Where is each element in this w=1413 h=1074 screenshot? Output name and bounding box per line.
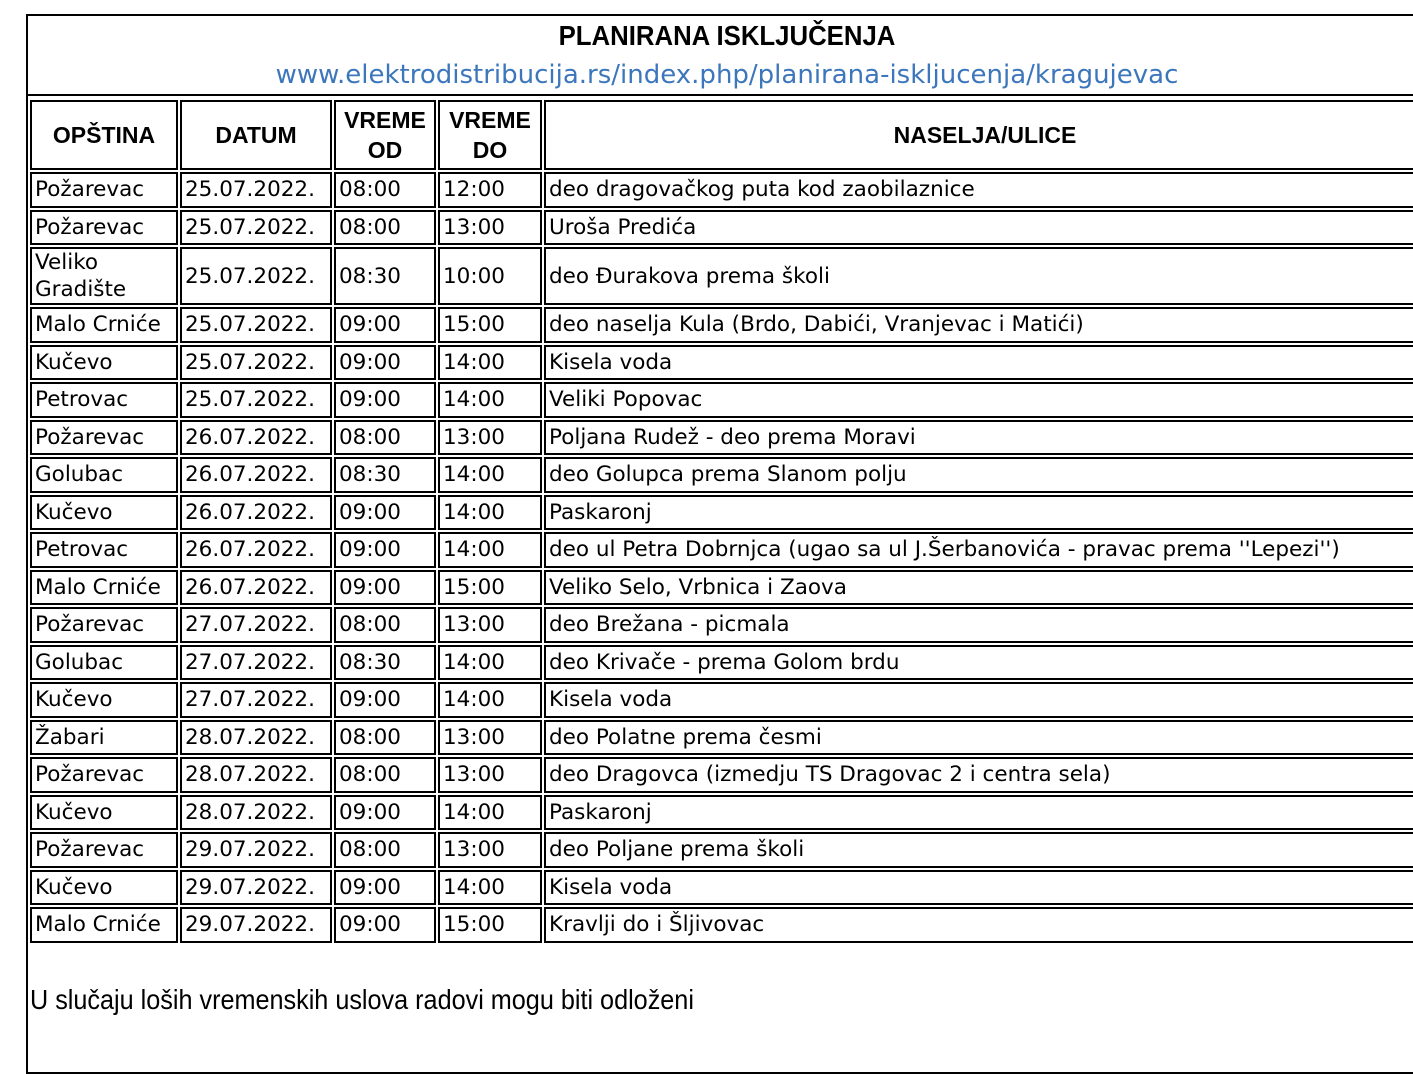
table-row <box>30 172 1413 208</box>
cell-time-to: 13:00 <box>438 210 542 246</box>
cell-time-from: 08:00 <box>334 757 436 793</box>
cell-locations: Kisela voda <box>544 870 1413 906</box>
table-row <box>30 382 1413 418</box>
cell-municipality: Požarevac <box>30 757 178 793</box>
cell-time-to: 13:00 <box>438 420 542 456</box>
cell-municipality: Kučevo <box>30 682 178 718</box>
cell-date: 26.07.2022. <box>180 570 332 606</box>
cell-locations: deo ul Petra Dobrnjca (ugao sa ul J.Šerbanovića - pravac prema ''Lepezi'') <box>544 532 1413 568</box>
cell-time-to: 14:00 <box>438 457 542 493</box>
cell-municipality: Malo Crniće <box>30 907 178 943</box>
cell-date: 27.07.2022. <box>180 607 332 643</box>
column-header-municipality: OPŠTINA <box>30 100 178 170</box>
cell-municipality: Žabari <box>30 720 178 756</box>
cell-time-from: 08:00 <box>334 720 436 756</box>
cell-time-from: 08:30 <box>334 645 436 681</box>
table-row <box>30 832 1413 868</box>
cell-time-from: 09:00 <box>334 532 436 568</box>
cell-locations: deo Đurakova prema školi <box>544 247 1413 305</box>
cell-date: 27.07.2022. <box>180 645 332 681</box>
cell-date: 26.07.2022. <box>180 457 332 493</box>
cell-time-from: 08:00 <box>334 607 436 643</box>
cell-municipality: Kučevo <box>30 795 178 831</box>
table-row <box>30 345 1413 381</box>
document-header <box>28 16 1413 96</box>
cell-time-from: 08:00 <box>334 420 436 456</box>
cell-date: 25.07.2022. <box>180 382 332 418</box>
cell-municipality: Petrovac <box>30 382 178 418</box>
table-row <box>30 247 1413 305</box>
cell-time-to: 14:00 <box>438 382 542 418</box>
cell-time-from: 08:00 <box>334 210 436 246</box>
cell-time-from: 08:30 <box>334 457 436 493</box>
table-body <box>30 172 1413 943</box>
cell-time-to: 12:00 <box>438 172 542 208</box>
cell-time-to: 13:00 <box>438 757 542 793</box>
cell-date: 25.07.2022. <box>180 307 332 343</box>
cell-locations: deo Golupca prema Slanom polju <box>544 457 1413 493</box>
table-row <box>30 682 1413 718</box>
cell-locations: deo Krivače - prema Golom brdu <box>544 645 1413 681</box>
cell-municipality: Veliko Gradište <box>30 247 178 305</box>
column-header-date: DATUM <box>180 100 332 170</box>
table-row <box>30 307 1413 343</box>
cell-municipality: Požarevac <box>30 210 178 246</box>
table-row <box>30 907 1413 943</box>
cell-time-from: 09:00 <box>334 495 436 531</box>
outage-table <box>28 98 1413 945</box>
cell-municipality: Kučevo <box>30 870 178 906</box>
cell-date: 29.07.2022. <box>180 832 332 868</box>
page-title: PLANIRANA ISKLJUČENJA <box>558 20 896 51</box>
table-row <box>30 495 1413 531</box>
cell-municipality: Malo Crniće <box>30 570 178 606</box>
cell-locations: Kisela voda <box>544 682 1413 718</box>
cell-locations: Poljana Rudež - deo prema Moravi <box>544 420 1413 456</box>
table-row <box>30 795 1413 831</box>
cell-municipality: Malo Crniće <box>30 307 178 343</box>
cell-date: 26.07.2022. <box>180 420 332 456</box>
cell-locations: deo naselja Kula (Brdo, Dabići, Vranjevac i Matići) <box>544 307 1413 343</box>
cell-time-from: 08:00 <box>334 172 436 208</box>
cell-locations: deo Dragovca (izmedju TS Dragovac 2 i centra sela) <box>544 757 1413 793</box>
table-row <box>30 570 1413 606</box>
cell-time-from: 09:00 <box>334 907 436 943</box>
cell-date: 25.07.2022. <box>180 247 332 305</box>
cell-time-to: 14:00 <box>438 682 542 718</box>
cell-time-from: 09:00 <box>334 382 436 418</box>
cell-time-to: 14:00 <box>438 645 542 681</box>
cell-date: 27.07.2022. <box>180 682 332 718</box>
cell-time-to: 14:00 <box>438 345 542 381</box>
cell-locations: Paskaronj <box>544 495 1413 531</box>
cell-municipality: Kučevo <box>30 345 178 381</box>
table-row <box>30 645 1413 681</box>
cell-time-to: 13:00 <box>438 720 542 756</box>
cell-time-from: 08:30 <box>334 247 436 305</box>
cell-date: 28.07.2022. <box>180 757 332 793</box>
weather-note: U slučaju loših vremenskih uslova radovi mogu biti odloženi <box>30 984 694 1015</box>
cell-time-to: 14:00 <box>438 870 542 906</box>
cell-locations: Veliko Selo, Vrbnica i Zaova <box>544 570 1413 606</box>
cell-municipality: Petrovac <box>30 532 178 568</box>
cell-date: 29.07.2022. <box>180 907 332 943</box>
cell-time-to: 15:00 <box>438 307 542 343</box>
cell-municipality: Kučevo <box>30 495 178 531</box>
cell-municipality: Požarevac <box>30 607 178 643</box>
cell-date: 28.07.2022. <box>180 795 332 831</box>
cell-locations: deo dragovačkog puta kod zaobilaznice <box>544 172 1413 208</box>
cell-locations: Paskaronj <box>544 795 1413 831</box>
cell-time-to: 13:00 <box>438 607 542 643</box>
column-header-time-to: VREME DO <box>438 100 542 170</box>
cell-time-to: 14:00 <box>438 532 542 568</box>
cell-date: 26.07.2022. <box>180 495 332 531</box>
cell-municipality: Požarevac <box>30 832 178 868</box>
cell-locations: deo Poljane prema školi <box>544 832 1413 868</box>
source-url-link[interactable]: www.elektrodistribucija.rs/index.php/planirana-iskljucenja/kragujevac <box>275 60 1179 90</box>
table-header-row <box>30 100 1413 170</box>
column-header-time-from: VREME OD <box>334 100 436 170</box>
cell-time-from: 09:00 <box>334 345 436 381</box>
cell-date: 25.07.2022. <box>180 172 332 208</box>
cell-time-from: 09:00 <box>334 682 436 718</box>
table-row <box>30 607 1413 643</box>
cell-locations: Kravlji do i Šljivovac <box>544 907 1413 943</box>
cell-locations: Veliki Popovac <box>544 382 1413 418</box>
cell-time-from: 09:00 <box>334 870 436 906</box>
cell-municipality: Golubac <box>30 645 178 681</box>
cell-time-to: 15:00 <box>438 907 542 943</box>
table-row <box>30 720 1413 756</box>
table-row <box>30 870 1413 906</box>
table-row <box>30 532 1413 568</box>
cell-time-to: 10:00 <box>438 247 542 305</box>
cell-time-from: 08:00 <box>334 832 436 868</box>
cell-time-from: 09:00 <box>334 307 436 343</box>
cell-date: 25.07.2022. <box>180 345 332 381</box>
cell-locations: deo Polatne prema česmi <box>544 720 1413 756</box>
cell-date: 29.07.2022. <box>180 870 332 906</box>
cell-date: 25.07.2022. <box>180 210 332 246</box>
table-row <box>30 210 1413 246</box>
outage-document <box>26 14 1413 1074</box>
cell-time-to: 13:00 <box>438 832 542 868</box>
cell-locations: Uroša Predića <box>544 210 1413 246</box>
cell-time-from: 09:00 <box>334 570 436 606</box>
cell-time-to: 14:00 <box>438 495 542 531</box>
cell-date: 26.07.2022. <box>180 532 332 568</box>
cell-locations: Kisela voda <box>544 345 1413 381</box>
cell-municipality: Golubac <box>30 457 178 493</box>
column-header-locations: NASELJA/ULICE <box>544 100 1413 170</box>
cell-municipality: Požarevac <box>30 172 178 208</box>
cell-locations: deo Brežana - picmala <box>544 607 1413 643</box>
table-row <box>30 420 1413 456</box>
cell-municipality: Požarevac <box>30 420 178 456</box>
cell-time-to: 15:00 <box>438 570 542 606</box>
table-row <box>30 457 1413 493</box>
cell-time-from: 09:00 <box>334 795 436 831</box>
cell-time-to: 14:00 <box>438 795 542 831</box>
table-row <box>30 757 1413 793</box>
cell-date: 28.07.2022. <box>180 720 332 756</box>
